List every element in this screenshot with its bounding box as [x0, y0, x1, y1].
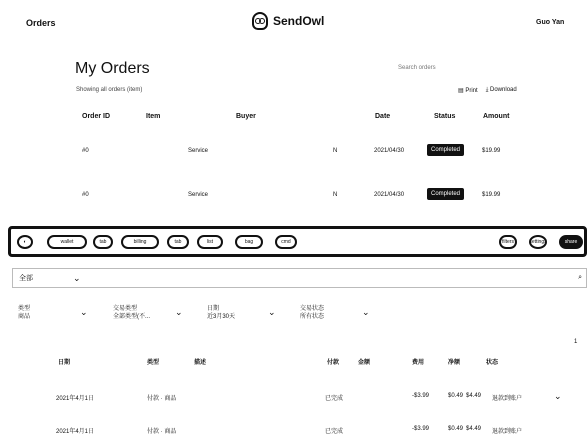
chevron-down-icon[interactable]: ⌄	[362, 307, 370, 317]
order-amount: $19.99	[482, 192, 501, 198]
col-net: 净额	[448, 360, 461, 366]
row-net: $4.49	[466, 426, 482, 432]
print-button[interactable]: ▤ Print	[458, 88, 478, 94]
page-title: My Orders	[75, 60, 150, 77]
transactions-panel	[0, 262, 587, 435]
toolbar-tab-button[interactable]: tab	[93, 235, 113, 249]
item-name: Service	[188, 192, 209, 198]
owl-icon	[252, 12, 268, 30]
chevron-down-icon[interactable]: ⌄	[268, 307, 276, 317]
row-fee: $0.49	[448, 393, 464, 399]
status-badge: Completed	[427, 188, 464, 200]
col-date: Date	[375, 113, 391, 120]
col-amount: Amount	[483, 113, 510, 120]
chevron-down-icon[interactable]: ⌄	[175, 307, 183, 317]
col-date: 日期	[58, 360, 71, 366]
toolbar-tab-button[interactable]: tab	[167, 235, 189, 249]
col-status: Status	[434, 113, 456, 120]
row-date: 2021年4月1日	[56, 429, 95, 435]
settings-icon[interactable]: settings	[529, 235, 547, 249]
filter-status[interactable]: 交易状态 所有状态	[300, 306, 325, 320]
chevron-down-icon: ⌄	[73, 272, 81, 283]
order-amount: $19.99	[482, 148, 501, 154]
brand-name: SendOwl	[273, 14, 325, 28]
col-order-id: Order ID	[82, 113, 111, 120]
download-icon: ⤓	[485, 87, 489, 93]
row-amount: -$3.99	[412, 393, 430, 399]
col-desc: 描述	[194, 360, 207, 366]
col-buyer: Buyer	[236, 113, 256, 120]
account-select[interactable]: 全部 ⌄ ⌕	[12, 268, 587, 288]
row-desc: 已完成	[325, 429, 344, 435]
item-name: Service	[188, 148, 209, 154]
flag: N	[333, 192, 338, 198]
col-amount: 金额	[358, 360, 371, 366]
filter-transaction-type[interactable]: 交易类型 全部类型(不...	[113, 306, 150, 320]
toolbar-wallet-button[interactable]: wallet	[47, 235, 87, 249]
toolbar-billing-button[interactable]: billing	[121, 235, 159, 249]
row-status: 退款到账户	[492, 429, 523, 435]
search-icon[interactable]: ⌕	[578, 274, 582, 281]
search-input[interactable]: Search orders	[398, 65, 436, 71]
row-date: 2021年4月1日	[56, 396, 95, 402]
brand-logo[interactable]	[252, 12, 324, 30]
toolbar-cmd-button[interactable]: cmd	[275, 235, 297, 249]
row-amount: -$3.99	[412, 426, 430, 432]
row-desc: 已完成	[325, 396, 344, 402]
chevron-down-icon[interactable]: ⌄	[80, 307, 88, 317]
print-icon: ▤	[458, 88, 464, 94]
nav-orders-link[interactable]: Orders	[26, 18, 56, 28]
row-status: 退款到账户	[492, 396, 523, 402]
share-button[interactable]: share	[559, 235, 583, 249]
page-number: 1	[574, 339, 578, 345]
col-item: Item	[146, 113, 161, 120]
col-payment: 付款	[327, 360, 340, 366]
toolbar-logo-icon[interactable]: ◐	[17, 235, 33, 249]
order-date: 2021/04/30	[374, 148, 405, 154]
col-status: 状态	[486, 360, 499, 366]
user-menu[interactable]: Guo Yan	[536, 19, 565, 26]
row-net: $4.49	[466, 393, 482, 399]
toolbar-bag-button[interactable]: bag	[235, 235, 263, 249]
order-id[interactable]: #0	[82, 148, 89, 154]
col-type: 类型	[147, 360, 160, 366]
row-fee: $0.49	[448, 426, 464, 432]
flag: N	[333, 148, 338, 154]
floating-toolbar	[8, 226, 587, 257]
order-id[interactable]: #0	[82, 192, 89, 198]
order-date: 2021/04/30	[374, 192, 405, 198]
showing-label: Showing all orders (item)	[76, 87, 143, 93]
download-button[interactable]: ⤓ Download	[485, 87, 517, 93]
row-type: 付款 · 商品	[147, 396, 177, 402]
col-fee: 费用	[412, 360, 425, 366]
filter-type[interactable]: 类型 商品	[18, 306, 31, 320]
toolbar-list-button[interactable]: list	[197, 235, 223, 249]
filter-date[interactable]: 日期 近3月30天	[207, 306, 236, 320]
chevron-down-icon[interactable]: ⌄	[554, 391, 562, 401]
status-badge: Completed	[427, 144, 464, 156]
filters-icon[interactable]: filters	[499, 235, 517, 249]
row-type: 付款 · 商品	[147, 429, 177, 435]
